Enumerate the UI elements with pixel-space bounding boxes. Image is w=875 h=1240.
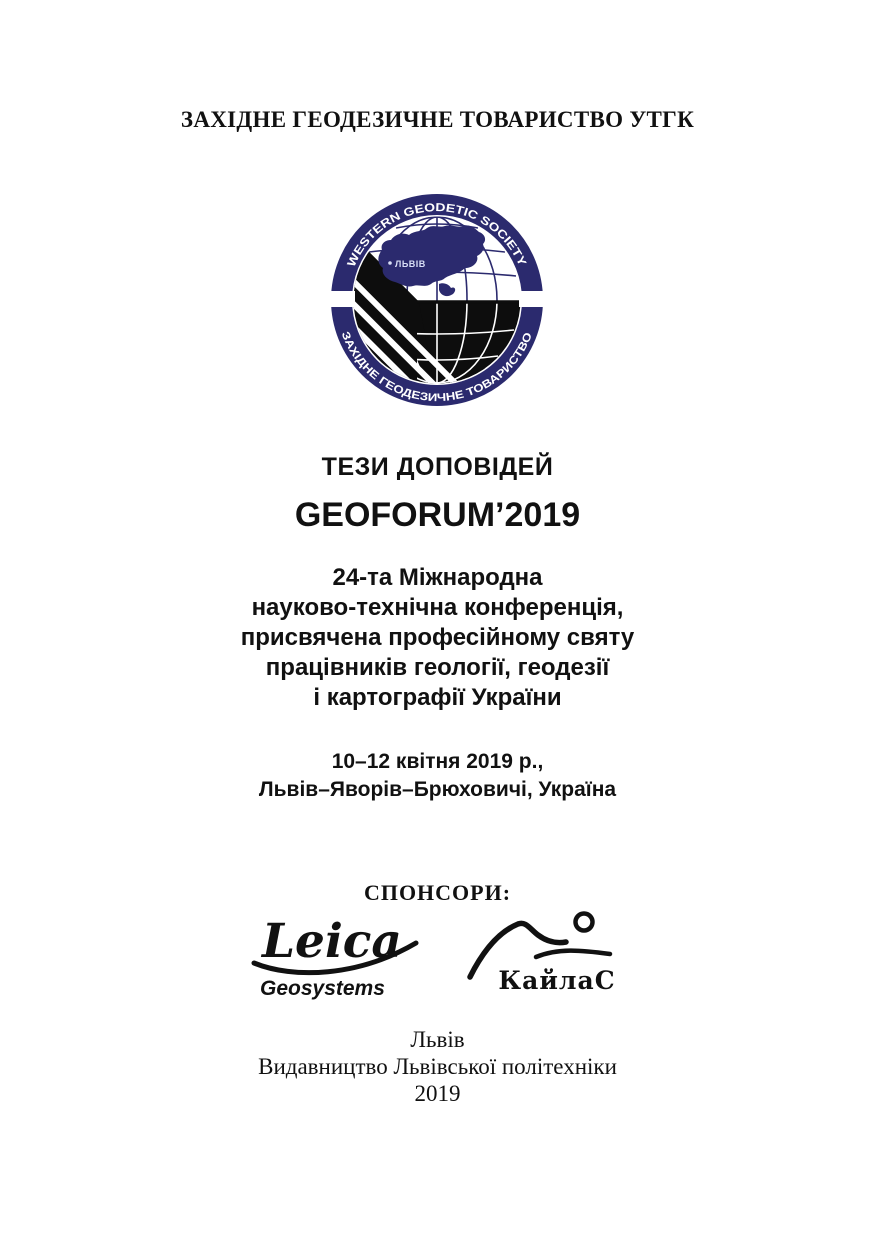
subtitle-line: і картографії України [313, 684, 562, 711]
imprint-publisher: Видавництво Львівської політехніки [258, 1054, 617, 1079]
society-header: ЗАХІДНЕ ГЕОДЕЗИЧНЕ ТОВАРИСТВО УТГК [180, 107, 695, 132]
sun-icon [576, 914, 593, 931]
ring-arc-bottom-text: ЗАХІДНЕ ГЕОДЕЗИЧНЕ ТОВАРИСТВО [338, 329, 535, 405]
subtitle-line: 24-та Міжнародна [332, 564, 543, 591]
subtitle-line: присвячена професійному святу [240, 624, 635, 651]
kailas-logo [462, 905, 622, 1001]
page-title: GEOFORUM’2019 [294, 496, 581, 534]
kicker-title: ТЕЗИ ДОПОВІДЕЙ [321, 453, 554, 481]
imprint-year: 2019 [414, 1081, 461, 1106]
subtitle-line: науково-технічна конференція, [251, 594, 624, 621]
ring-arc-top-text: WESTERN GEODETIC SOCIETY [345, 202, 528, 269]
ring-gap-right [519, 291, 547, 307]
event-dates: 10–12 квітня 2019 р., [331, 750, 544, 773]
conference-subtitle [0, 563, 875, 713]
imprint-city: Львів [410, 1027, 465, 1052]
sponsors-heading: СПОНСОРИ: [363, 880, 512, 905]
imprint-block [0, 1026, 875, 1107]
leica-sub-wordmark: Geosystems [260, 977, 385, 1000]
kailas-wordmark: КайлаС [498, 966, 616, 995]
ground-stroke [536, 951, 610, 957]
event-location: Львів–Яворів–Брюховичі, Україна [258, 778, 617, 801]
leica-wordmark: Leica [262, 914, 402, 969]
ring-gap-left [327, 291, 355, 307]
sponsor-logos-row [0, 905, 875, 1005]
society-seal-logo [327, 190, 547, 410]
event-dates-location [0, 748, 875, 804]
lviv-city-label: ЛЬВІВ [395, 259, 426, 269]
leica-geosystems-logo [248, 907, 423, 1003]
lviv-city-dot [388, 261, 392, 265]
subtitle-line: працівників геології, геодезії [265, 654, 610, 681]
